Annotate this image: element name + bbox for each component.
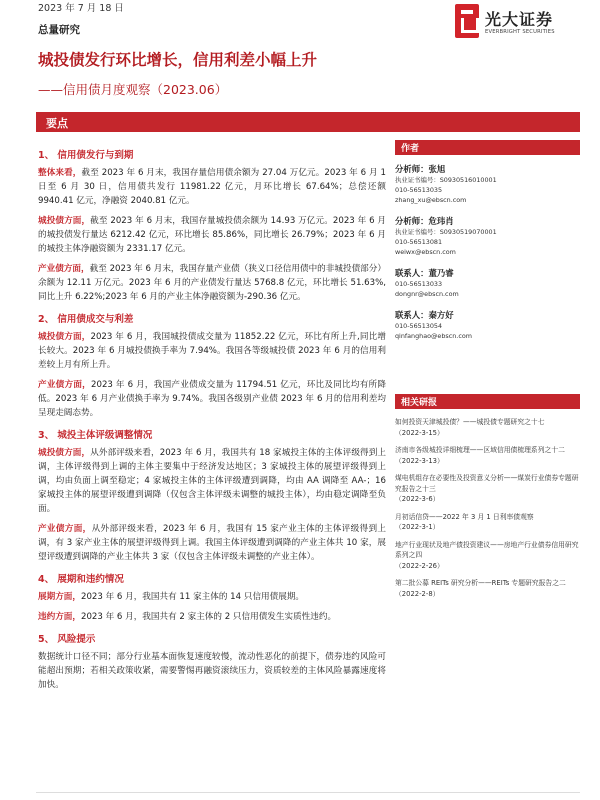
contact-phone: 010-56513033 [395, 280, 443, 288]
paragraph-lead: 产业债方面， [38, 264, 90, 274]
logo-mark-icon [455, 4, 479, 38]
section-heading: 5、 风险提示 [38, 634, 96, 645]
report-title: 城投债发行环比增长，信用利差小幅上升 [38, 51, 318, 69]
paragraph-text: 截至 2023 年 6 月末，我国存量产业债（狭义口径信用债中的非城投债部分）余额为 12.11 万亿元。2023 年 6 月的产业债发行量达 5768.8 亿元，环比增长 51.63%,同比上升 6.22%;2023 年 6 月的产业主体净融资额为-290.36 亿元。 [38, 264, 386, 302]
key-points-label: 要点 [46, 117, 68, 130]
paragraph [38, 166, 386, 208]
paragraph-lead: 城投债方面， [38, 216, 91, 226]
logo-text-cn: 光大证券 [485, 10, 554, 29]
brand-logo [455, 4, 575, 44]
report-date: 2023 年 7 月 18 日 [38, 3, 124, 14]
paragraph-text: 2023 年 6 月，我国产业债成交量为 11794.51 亿元，环比及同比均有所降低。2023 年 6 月产业债换手率为 9.74%。我国各级别产业债 2023 年 6 月的信用利差均呈现走阔态势。 [38, 380, 386, 418]
related-report-title: 月初话信贷——2022 年 3 月 1 日利率债观察 [395, 512, 534, 521]
related-report-link[interactable] [395, 445, 580, 466]
key-points-band [36, 112, 580, 132]
contact-name: 联系人：董乃睿 [395, 268, 454, 278]
related-report-link[interactable] [395, 540, 580, 572]
related-band [395, 394, 580, 409]
paragraph-lead: 展期方面， [38, 592, 81, 602]
paragraph-lead: 产业债方面， [38, 524, 92, 534]
paragraph [38, 378, 386, 420]
related-report-date: （2022-3-15） [395, 428, 444, 437]
paragraph-lead: 违约方面， [38, 612, 81, 622]
contact-email[interactable]: dongnr@ebscn.com [395, 290, 459, 298]
related-report-title: 济南市各级城投详细梳理——区域信用债梳理系列之十二 [395, 446, 565, 454]
section-heading: 1、 信用债发行与到期 [38, 150, 134, 161]
related-report-date: （2022-2-26） [395, 561, 444, 570]
author-card [395, 215, 580, 257]
author-name: 分析师：张旭 [395, 164, 446, 174]
related-report-date: （2022-2-8） [395, 589, 440, 598]
author-name: 分析师：危玮肖 [395, 216, 454, 226]
contact-email[interactable]: qinfanghao@ebscn.com [395, 332, 472, 340]
paragraph [38, 650, 386, 692]
related-report-title: 如何投资天津城投债？——城投债专题研究之十七 [395, 418, 545, 426]
related-report-title: 煤电机组存在必要性及投资意义分析——煤炭行业债券专题研究报告之十三 [395, 474, 579, 493]
author-cert: 执业证书编号：S0930516010001 [395, 176, 497, 184]
paragraph [38, 446, 386, 516]
related-label: 相关研报 [401, 398, 438, 408]
authors-label: 作者 [401, 144, 420, 154]
contact-phone: 010-56513054 [395, 322, 443, 330]
footer-divider [36, 792, 580, 793]
sidebar-related-reports [395, 394, 580, 606]
section-heading: 2、 信用债成交与利差 [38, 314, 134, 325]
paragraph-lead: 产业债方面， [38, 380, 92, 390]
author-email[interactable]: weiwx@ebscn.com [395, 248, 456, 256]
author-card [395, 267, 580, 299]
paragraph [38, 590, 386, 604]
logo-text-en: EVERBRIGHT SECURITIES [485, 29, 555, 35]
author-email[interactable]: zhang_xu@ebscn.com [395, 196, 467, 204]
paragraph-lead: 整体来看， [38, 168, 82, 178]
related-report-link[interactable] [395, 473, 580, 505]
paragraph-text: 2023 年 6 月，我国共有 11 家主体的 14 只信用债展期。 [80, 592, 305, 602]
authors-band [395, 140, 580, 155]
paragraph-lead: 城投债方面， [38, 448, 91, 458]
paragraph-text: 截至 2023 年 6 月末，我国存量城投债余额为 14.93 万亿元。2023 年 6 月的城投债发行量达 6212.42 亿元，环比增长 85.86%，同比增长 26.79%；2023 年 6 月的城投主体净融资额为 2331.17 亿元。 [38, 216, 386, 254]
paragraph [38, 262, 386, 304]
author-phone: 010-56513081 [395, 238, 443, 246]
related-report-title: 地产行业现状及地产债投资建议——房地产行业债券信用研究系列之四 [395, 540, 579, 559]
paragraph [38, 522, 386, 564]
section-heading: 3、 城投主体评级调整情况 [38, 430, 153, 441]
paragraph-text: 数据统计口径不同；部分行业基本面恢复速度较慢，流动性恶化的前提下，债券违约风险可能超出预期；若相关政策收紧，需要警惕再融资滚续压力，资质较差的主体风险暴露速度将加快。 [38, 652, 386, 690]
report-category: 总量研究 [38, 24, 80, 36]
related-report-title: 第二批公募 REITs 研究分析——REITs 专题研究报告之二 [395, 579, 566, 587]
contact-name: 联系人：秦方好 [395, 310, 454, 320]
paragraph [38, 610, 386, 624]
author-phone: 010-56513035 [395, 186, 443, 194]
related-report-date: （2022-3-6） [395, 495, 440, 503]
paragraph-text: 截至 2023 年 6 月末，我国存量信用债余额为 27.04 万亿元。2023 年 6 月 1 日至 6 月 30 日，信用债共发行 11981.22 亿元，月环比增长 67.64%；总偿还额 9940.41 亿元，净融资 2040.81 亿元。 [38, 168, 386, 206]
report-subtitle: ——信用债月度观察（2023.06） [38, 82, 228, 97]
sidebar-authors [395, 140, 580, 351]
paragraph [38, 330, 386, 372]
paragraph-lead: 城投债方面， [38, 332, 91, 342]
author-card [395, 163, 580, 205]
paragraph [38, 214, 386, 256]
related-report-link[interactable] [395, 512, 580, 533]
related-report-date: （2022-3-13） [395, 456, 444, 465]
related-report-link[interactable] [395, 578, 580, 599]
related-report-date: （2022-3-1） [395, 523, 440, 531]
author-cert: 执业证书编号：S0930519070001 [395, 228, 497, 236]
main-content [38, 140, 386, 698]
paragraph-text: 2023 年 6 月，我国共有 2 家主体的 2 只信用债发生实质性违约。 [80, 612, 337, 622]
paragraph-text: 从外部评级来看，2023 年 6 月，我国共有 18 家城投主体的主体评级得到上调，主体评级得到上调的主体主要集中于经济发达地区；3 家城投主体的展望评级得到上调，均由负面上调至稳定；4 家城投主体的主体评级遭到调降，均由 AA 调降至 AA-；16 家城投主体的展望评级遭到调降（仅包含主体评级未调整的城投主体），均由稳定调降至负面。 [38, 448, 386, 514]
author-card [395, 309, 580, 341]
section-heading: 4、 展期和违约情况 [38, 574, 124, 585]
paragraph-text: 2023 年 6 月，我国城投债成交量为 11852.22 亿元，环比有所上升,同比增长较大。2023 年 6 月城投债换手率为 7.94%。我国各等级城投债 2023 年 6 月的信用利差较上月有所上升。 [38, 332, 386, 370]
paragraph-text: 从外部评级来看，2023 年 6 月，我国有 15 家产业主体的主体评级得到上调，有 3 家产业主体的展望评级得到上调。我国主体评级遭到调降的产业主体共 10 家，展望评级遭到调降的产业主体共 3 家（仅包含主体评级未调整的产业主体）。 [38, 524, 386, 562]
related-report-link[interactable] [395, 417, 580, 438]
